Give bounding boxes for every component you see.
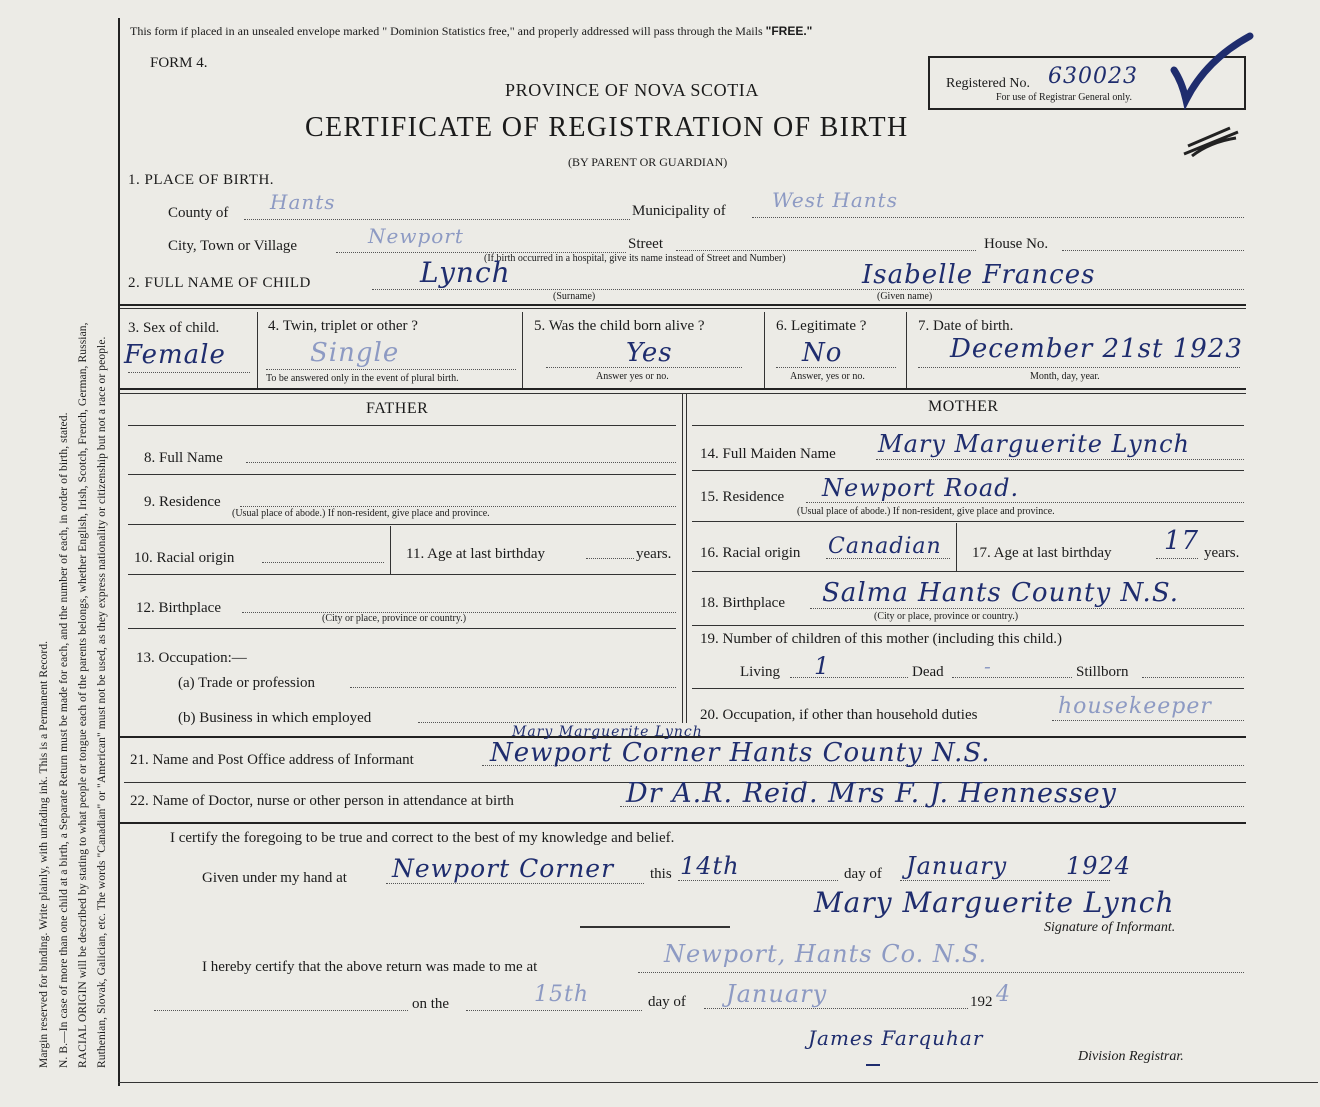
mother-living-label: Living <box>740 664 780 680</box>
registrar-general-note: For use of Registrar General only. <box>996 92 1132 103</box>
mother-birthplace-label: 18. Birthplace <box>700 595 785 611</box>
mother-stillborn-label: Stillborn <box>1076 664 1129 680</box>
informant-signature: Mary Marguerite Lynch <box>814 886 1175 919</box>
scribble-mark-icon <box>1180 124 1242 160</box>
doctor-value: Dr A.R. Reid. Mrs F. J. Hennessey <box>626 778 1117 809</box>
margin-note-binding: Margin reserved for binding. Write plainly, with unfading ink. This is a Permanent Record. <box>38 640 50 1068</box>
left-border <box>118 18 120 1086</box>
mother-name-label: 14. Full Maiden Name <box>700 446 836 462</box>
registrar-year-prefix: 192 <box>970 994 993 1010</box>
child-name-label: 2. FULL NAME OF CHILD <box>128 275 311 291</box>
given-name-caption: (Given name) <box>877 291 933 302</box>
province-heading: PROVINCE OF NOVA SCOTIA <box>505 80 760 100</box>
mother-residence-label: 15. Residence <box>700 489 785 505</box>
county-value: Hants <box>270 190 336 214</box>
mother-heading: MOTHER <box>928 398 999 415</box>
alive-note: Answer yes or no. <box>596 371 669 382</box>
father-business-label: (b) Business in which employed <box>178 710 372 726</box>
registrar-day-of-label: day of <box>648 994 686 1010</box>
mother-residence-note: (Usual place of abode.) If non-resident, give place and province. <box>797 506 1055 517</box>
given-place-value: Newport Corner <box>392 854 615 883</box>
mother-birthplace-value: Salma Hants County N.S. <box>822 578 1179 608</box>
page-subtitle: (BY PARENT OR GUARDIAN) <box>568 155 728 169</box>
mother-residence-value: Newport Road. <box>822 474 1020 502</box>
street-label: Street <box>628 236 663 252</box>
certification-day-value: 14th <box>680 852 740 880</box>
sex-value: Female <box>124 340 226 370</box>
form-number: FORM 4. <box>150 55 208 71</box>
place-of-birth-heading: 1. PLACE OF BIRTH. <box>128 172 275 188</box>
registered-label: Registered No. <box>946 76 1030 91</box>
child-given-name: Isabelle Frances <box>862 260 1096 290</box>
mother-age-label: 17. Age at last birthday <box>972 545 1112 561</box>
city-label: City, Town or Village <box>168 238 298 254</box>
municipality-value: West Hants <box>772 188 898 212</box>
dob-note: Month, day, year. <box>1030 371 1100 382</box>
registrar-year-value: 4 <box>996 982 1011 1007</box>
certification-day-of-label: day of <box>844 866 882 882</box>
informant-label: 21. Name and Post Office address of Informant <box>130 752 414 768</box>
mother-racial-value: Canadian <box>828 534 942 559</box>
certification-statement: I certify the foregoing to be true and correct to the best of my knowledge and belief. <box>170 830 675 846</box>
mother-dead-value: - <box>984 654 992 678</box>
bottom-border <box>118 1082 1318 1083</box>
informant-name-value: Mary Marguerite Lynch <box>512 724 703 740</box>
postal-free: "FREE." <box>765 24 813 38</box>
mother-occupation-value: housekeeper <box>1058 694 1212 719</box>
this-label: this <box>650 866 672 882</box>
county-label: County of <box>168 205 229 221</box>
twin-label: 4. Twin, triplet or other ? <box>268 318 418 334</box>
mother-name-value: Mary Marguerite Lynch <box>878 430 1190 458</box>
legitimate-value: No <box>802 338 843 368</box>
alive-label: 5. Was the child born alive ? <box>534 318 705 334</box>
alive-value: Yes <box>626 338 673 368</box>
margin-note-nb: N. B.—In case of more than one child at a birth, a Separate Return must be made for each, and the number of each, in order of birth, stated. <box>58 412 70 1068</box>
sex-label: 3. Sex of child. <box>128 320 220 336</box>
legitimate-label: 6. Legitimate ? <box>776 318 867 334</box>
registrar-place-value: Newport, Hants Co. N.S. <box>664 940 988 968</box>
child-surname: Lynch <box>420 256 511 289</box>
father-racial-label: 10. Racial origin <box>134 550 235 566</box>
father-birthplace-note: (City or place, province or country.) <box>322 613 467 624</box>
registrar-statement: I hereby certify that the above return was made to me at <box>202 959 538 975</box>
mother-birthplace-note: (City or place, province or country.) <box>874 611 1019 622</box>
mother-age-value: 17 <box>1164 526 1200 556</box>
signature-informant-label: Signature of Informant. <box>1044 920 1176 935</box>
postal-note: This form if placed in an unsealed envelope marked " Dominion Statistics free," and properly addressed will pass through the Mails "FREE." <box>130 24 813 38</box>
registrar-month-value: January <box>726 980 828 1008</box>
mother-children-label: 19. Number of children of this mother (including this child.) <box>700 631 1063 647</box>
registered-number: 630023 <box>1048 64 1138 89</box>
surname-caption: (Surname) <box>553 291 596 302</box>
mother-dead-label: Dead <box>912 664 944 680</box>
doctor-label: 22. Name of Doctor, nurse or other person in attendance at birth <box>130 793 514 809</box>
margin-note-racial-1: RACIAL ORIGIN will be described by stating to what people or tongue each of the parents belongs, whether English, Irish, Scotch, French, German, Russian, <box>77 322 89 1068</box>
father-residence-note: (Usual place of abode.) If non-resident, give place and province. <box>232 508 490 519</box>
mother-living-value: 1 <box>814 652 831 680</box>
twin-value: Single <box>310 338 400 368</box>
father-name-label: 8. Full Name <box>144 450 223 466</box>
dob-value: December 21st 1923 <box>950 334 1243 364</box>
division-registrar-label: Division Registrar. <box>1078 1049 1184 1064</box>
certification-year-value: 1924 <box>1066 852 1132 880</box>
informant-address-value: Newport Corner Hants County N.S. <box>490 738 991 768</box>
legitimate-note: Answer, yes or no. <box>790 371 865 382</box>
street-note: (If birth occurred in a hospital, give its name instead of Street and Number) <box>484 253 786 264</box>
municipality-label: Municipality of <box>632 203 726 219</box>
registrar-signature: James Farquhar <box>808 1026 984 1050</box>
given-under-label: Given under my hand at <box>202 870 347 886</box>
house-number-label: House No. <box>984 236 1049 252</box>
city-value: Newport <box>368 224 464 248</box>
margin-note-racial-2: Ruthenian, Slovak, Galician, etc. The words "Canadian" or "American" must not be used, as they express nationality or citizenship but not a race or people. <box>96 336 108 1068</box>
father-trade-label: (a) Trade or profession <box>178 675 316 691</box>
page-title: CERTIFICATE OF REGISTRATION OF BIRTH <box>305 112 909 143</box>
mother-age-unit: years. <box>1204 545 1240 561</box>
dob-label: 7. Date of birth. <box>918 318 1014 334</box>
father-residence-label: 9. Residence <box>144 494 221 510</box>
ink-mark <box>866 1064 880 1066</box>
father-age-label: 11. Age at last birthday <box>406 546 545 562</box>
father-age-unit: years. <box>636 546 672 562</box>
father-birthplace-label: 12. Birthplace <box>136 600 221 616</box>
check-mark-icon <box>1168 30 1256 110</box>
registrar-day-value: 15th <box>534 982 590 1007</box>
father-heading: FATHER <box>366 400 429 417</box>
certification-month-value: January <box>906 852 1008 880</box>
mother-occupation-label: 20. Occupation, if other than household duties <box>700 707 978 723</box>
mother-racial-label: 16. Racial origin <box>700 545 801 561</box>
twin-note: To be answered only in the event of plural birth. <box>266 373 459 384</box>
father-occupation-label: 13. Occupation:— <box>136 650 247 666</box>
registrar-on-the-label: on the <box>412 996 450 1012</box>
